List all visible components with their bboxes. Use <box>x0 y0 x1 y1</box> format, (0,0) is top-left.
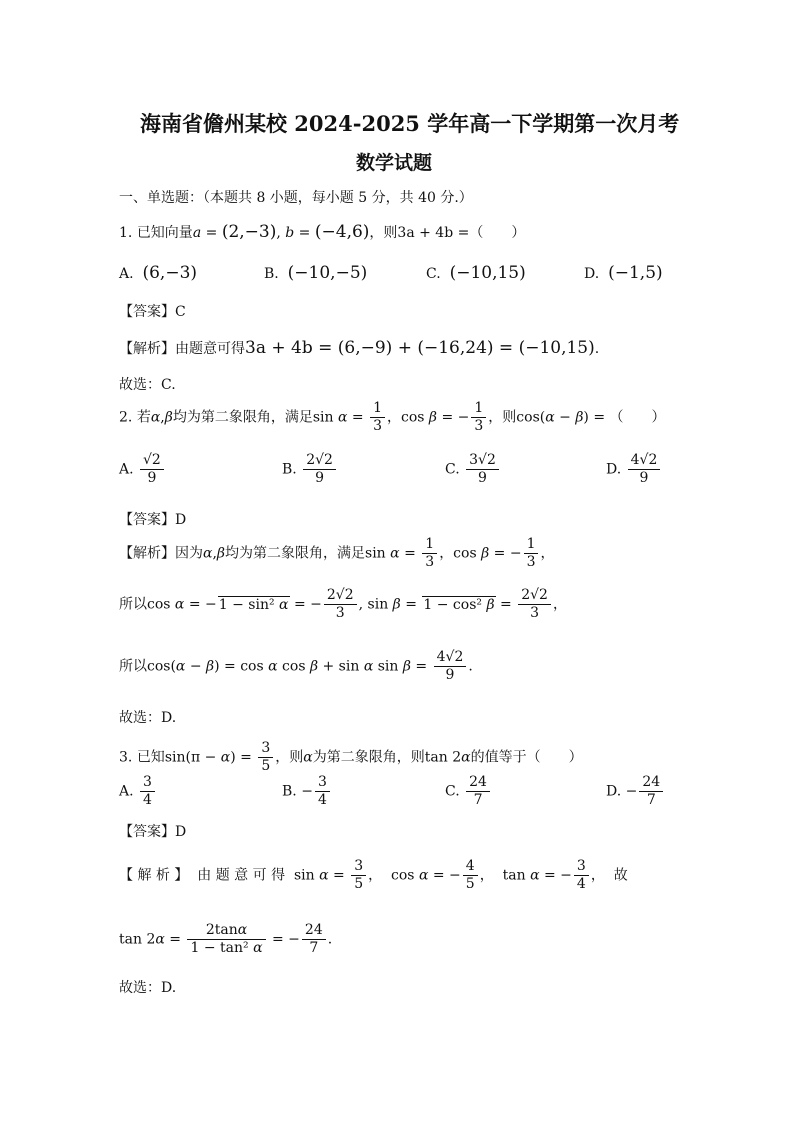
q3-option-b: B. − $\frac{3}{4}$ <box>282 774 332 809</box>
section-heading: 一、单选题：（本题共 8 小题，每小题 5 分，共 40 分.） <box>119 190 473 206</box>
q3-analysis-line2: tan 2α = $\frac{2\tan\alpha}{\text{1 − tan² α}}$ = − $\frac{24}{7}$ . <box>119 922 333 956</box>
q3-choice: 故选：D. <box>119 980 177 996</box>
q1-option-a: A. (6,−3) <box>119 263 198 283</box>
q1-expression: 3a + 4b = <box>397 225 470 241</box>
q1-stem-prefix: 已知向量 <box>136 225 193 241</box>
q1-vector-a: (2,−3) <box>221 222 277 242</box>
q2-analysis-line3: 所以cos(α − β) = cos α cos β + sin α sin β = $\frac{4√2}{9}$ . <box>119 649 473 683</box>
q2-answer: 【答案】D <box>119 512 187 528</box>
q3-option-a: A. $\frac{3}{4}$ <box>119 774 157 809</box>
q1-option-d: D. (−1,5) <box>584 263 663 283</box>
q1-answer: 【答案】C <box>119 304 186 320</box>
question-3-stem: 3. 已知sin(π − α) = $\frac{3}{5}$ ，则α为第二象限角，则tan 2α的值等于（ ） <box>119 740 583 774</box>
question-1-stem: 1. 已知向量a = (2,−3), b = (−4,6)，则3a + 4b =（ ） <box>119 222 526 242</box>
q2-choice: 故选：D. <box>119 710 177 726</box>
question-2-stem: 2. 若α,β均为第二象限角，满足sin α = $\frac{1}{3}$ ，cos β = − $\frac{1}{3}$ ，则cos(α − β) = （ ） <box>119 400 666 434</box>
q1-stem-suffix: （ ） <box>469 225 526 241</box>
q1-choice: 故选：C. <box>119 377 176 393</box>
q3-option-c: C. $\frac{24}{7}$ <box>445 774 492 809</box>
q1-option-c: C. (−10,15) <box>426 263 526 283</box>
q2-option-a: A. $\frac{√2}{9}$ <box>119 452 166 487</box>
q2-option-b: B. $\frac{2√2}{9}$ <box>282 452 338 487</box>
q3-analysis-line1: 【 解 析 】 由 题 意 可 得 sin α = $\frac{3}{5}$ ， cos α = − $\frac{4}{5}$ ， tan α = − $\frac{3}{4}$ ， 故 <box>119 858 628 892</box>
q3-option-d: D. − $\frac{24}{7}$ <box>606 774 665 809</box>
page-subtitle: 数学试题 <box>356 152 433 174</box>
q1-number: 1. <box>119 225 133 241</box>
q3-answer: 【答案】D <box>119 824 187 840</box>
q1-option-b: B. (−10,−5) <box>264 263 368 283</box>
q1-analysis: 【解析】由题意可得3a + 4b = (6,−9) + (−16,24) = (−10,15). <box>119 338 600 358</box>
q2-option-c: C. $\frac{3√2}{9}$ <box>445 452 501 487</box>
q2-analysis-line2: 所以cos α = − 1 − sin² α = − $\frac{2√2}{3}$ , sin β = 1 − cos² β = $\frac{2√2}{3}$ ， <box>119 587 567 621</box>
q2-analysis-line1: 【解析】因为α,β均为第二象限角，满足sin α = $\frac{1}{3}$ ，cos β = − $\frac{1}{3}$ ， <box>119 536 555 570</box>
q1-vector-b: (−4,6) <box>314 222 370 242</box>
q1-stem-mid: ，则 <box>369 225 398 241</box>
page-title: 海南省儋州某校 2024-2025 学年高一下学期第一次月考 <box>140 111 680 136</box>
q2-option-d: D. $\frac{4√2}{9}$ <box>606 452 662 487</box>
